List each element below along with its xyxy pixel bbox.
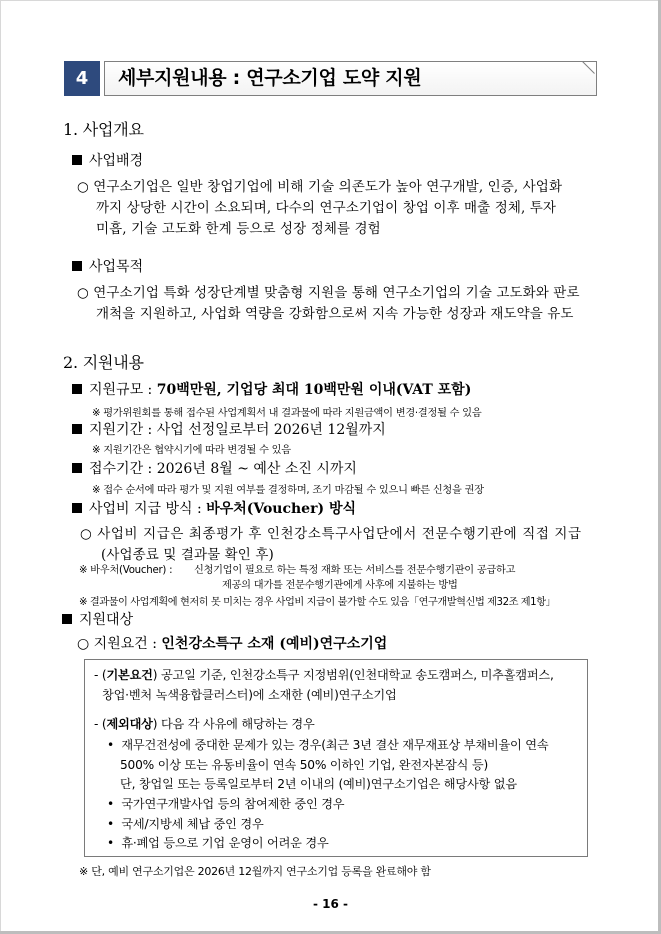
- application-period-note: ※ 접수 순서에 따라 평가 및 지원 여부를 결정하며, 조기 마감될 수 있으니 빠른 신청을 권장: [92, 485, 484, 496]
- exclusion-item-2: • 국가연구개발사업 등의 참여제한 중인 경우: [107, 797, 345, 811]
- voucher-label: ※ 바우처(Voucher) :: [79, 565, 173, 576]
- payment-line-2: (사업종료 및 결과물 확인 후): [101, 547, 274, 563]
- payment-note: ※ 결과물이 사업계획에 현저히 못 미치는 경우 사업비 지급이 불가할 수도 있음「연구개발혁신법 제32조 제1항」: [79, 597, 556, 608]
- purpose-line-1: ○ 연구소기업 특화 성장단계별 맞춤형 지원을 통해 연구소기업의 기술 고도화와 판로: [77, 285, 580, 301]
- basic-requirement: - (기본요건) 공고일 기준, 인천강소특구 지정범위(인천대학교 송도캠퍼스, 미추홀캠퍼스,: [94, 668, 554, 682]
- section-title: 세부지원내용 : 연구소기업 도약 지원: [118, 67, 422, 89]
- exclusion-item-3: • 국세/지방세 체납 중인 경우: [107, 817, 264, 831]
- payment-method: 사업비 지급 방식 : 바우처(Voucher) 방식: [72, 498, 356, 518]
- square-bullet-icon: [62, 614, 72, 624]
- support-period-note: ※ 지원기간은 협약시기에 따라 변경될 수 있음: [92, 445, 291, 456]
- purpose-line-2: 개척을 지원하고, 사업화 역량을 강화함으로써 지속 가능한 성장과 재도약을 유도: [96, 306, 574, 322]
- support-period: 지원기간 : 사업 선정일로부터 2026년 12월까지: [72, 419, 386, 439]
- voucher-line-2: 제공의 대가를 전문수행기관에게 사후에 지불하는 방법: [222, 580, 458, 591]
- background-line-3: 미흡, 기술 고도화 한계 등으로 성장 정체를 경험: [96, 221, 381, 237]
- exclusion-item-4: • 휴·폐업 등으로 기업 운영이 어려운 경우: [107, 836, 329, 850]
- section1-title: 1. 사업개요: [63, 120, 144, 139]
- exclusion-heading: - (제외대상) 다음 각 사유에 해당하는 경우: [94, 717, 315, 731]
- voucher-line-1: 신청기업이 필요로 하는 특정 재화 또는 서비스를 전문수행기관이 공급하고: [194, 565, 516, 576]
- square-bullet-icon: [72, 384, 82, 394]
- exclusion-item-1-line-3: 단, 창업일 또는 등록일로부터 2년 이내의 (예비)연구소기업은 해당사항 없음: [120, 777, 517, 791]
- target-heading: 지원대상: [62, 609, 133, 629]
- section2-title: 2. 지원내용: [63, 353, 144, 372]
- background-line-1: ○ 연구소기업은 일반 창업기업에 비해 기술 의존도가 높아 연구개발, 인증, 사업화: [77, 179, 563, 195]
- payment-line-1: ○ 사업비 지급은 최종평가 후 인천강소특구사업단에서 전문수행기관에 직접 지급: [80, 526, 582, 542]
- support-scale-note: ※ 평가위원회를 통해 접수된 사업계획서 내 결과물에 따라 지원금액이 변경·결정될 수 있음: [92, 408, 482, 419]
- target-requirement: ○ 지원요건 : 인천강소특구 소재 (예비)연구소기업: [77, 636, 388, 652]
- support-scale: 지원규모 : 70백만원, 기업당 최대 10백만원 이내(VAT 포함): [72, 379, 471, 399]
- background-heading: 사업배경: [72, 150, 143, 170]
- section-header: [64, 61, 596, 96]
- square-bullet-icon: [72, 424, 82, 434]
- application-period: 접수기간 : 2026년 8월 ~ 예산 소진 시까지: [72, 458, 357, 478]
- exclusion-item-1-line-2: 500% 이상 또는 유동비율이 연속 50% 이하인 기업, 완전자본잠식 등): [120, 758, 489, 772]
- section-number: 4: [64, 61, 100, 96]
- square-bullet-icon: [72, 261, 82, 271]
- square-bullet-icon: [72, 503, 82, 513]
- square-bullet-icon: [72, 155, 82, 165]
- square-bullet-icon: [72, 463, 82, 473]
- background-line-2: 까지 상당한 시간이 소요되며, 다수의 연구소기업이 창업 이후 매출 정체, 투자: [96, 200, 557, 216]
- exclusion-item-1: • 재무건전성에 중대한 문제가 있는 경우(최근 3년 결산 재무재표상 부채비율이 연속: [107, 738, 549, 752]
- page-number: - 16 -: [312, 897, 348, 911]
- basic-requirement-line-2: 창업·벤처 녹색융합클러스터)에 소재한 (예비)연구소기업: [102, 688, 397, 702]
- purpose-heading: 사업목적: [72, 256, 143, 276]
- final-note: ※ 단, 예비 연구소기업은 2026년 12월까지 연구소기업 등록을 완료해야 함: [79, 865, 431, 878]
